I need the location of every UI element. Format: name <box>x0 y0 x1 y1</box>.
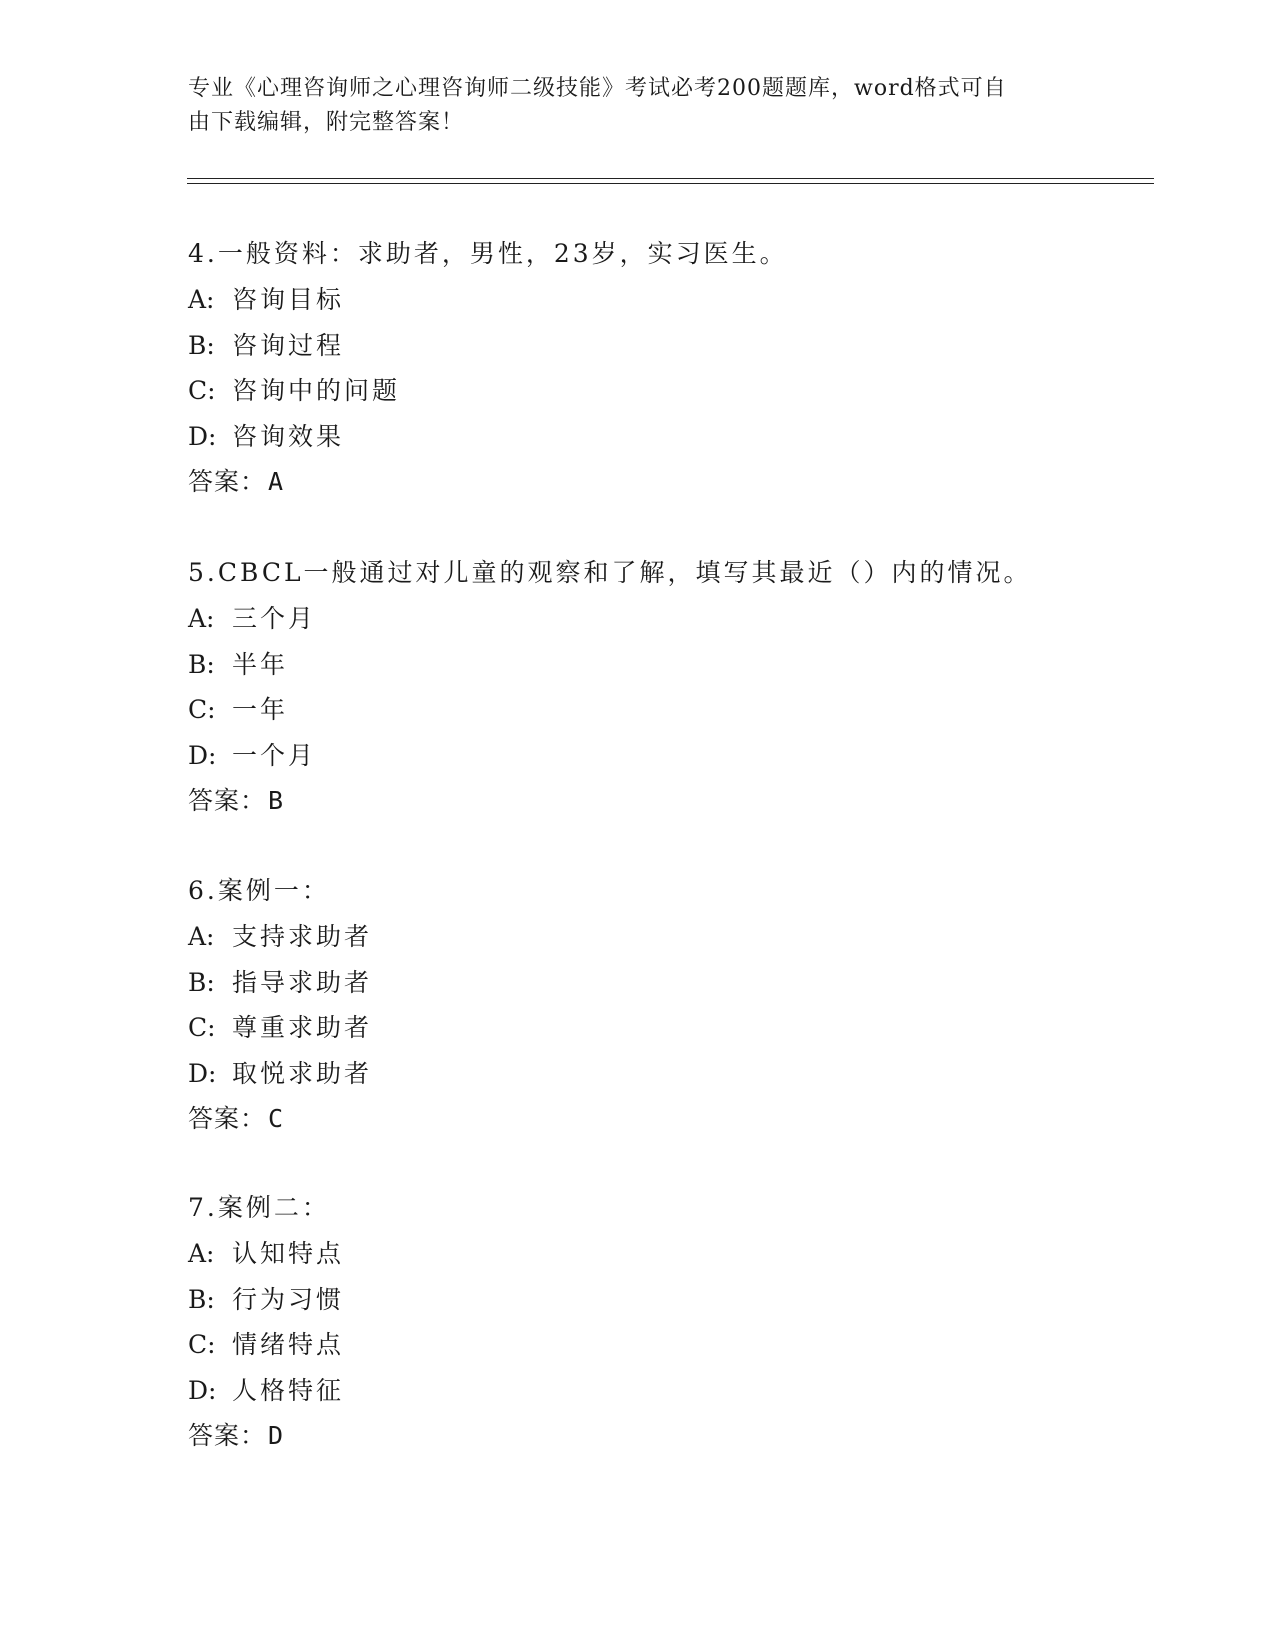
question-title: 4.一般资料：求助者，男性，23岁，实习医生。 <box>188 239 788 268</box>
option-text: 三个月 <box>232 604 317 633</box>
question-block <box>188 231 1148 505</box>
option-key: B: <box>188 967 215 997</box>
option-key: A: <box>188 285 215 314</box>
option-c <box>188 368 1148 414</box>
option-key: C: <box>188 1330 216 1359</box>
option-d <box>188 733 1148 779</box>
answer-value: B <box>268 786 285 815</box>
answer-label: 答案： <box>188 1104 267 1133</box>
question-title: 6.案例一： <box>188 876 330 905</box>
option-text: 一个月 <box>232 740 317 770</box>
option-d <box>188 1051 1148 1097</box>
option-d <box>188 1368 1148 1414</box>
answer-value: A <box>268 467 285 496</box>
question-block <box>188 550 1148 824</box>
option-a <box>188 914 1148 960</box>
header-divider-bottom <box>187 183 1154 184</box>
option-b <box>188 323 1148 369</box>
option-key: D: <box>188 421 217 451</box>
option-text: 咨询中的问题 <box>232 376 401 405</box>
option-c <box>188 1322 1148 1368</box>
answer-value: C <box>268 1104 285 1133</box>
option-a <box>188 277 1148 323</box>
option-text: 咨询过程 <box>232 330 345 360</box>
option-text: 尊重求助者 <box>232 1013 373 1042</box>
option-key: C: <box>188 376 216 405</box>
option-text: 咨询目标 <box>232 285 345 314</box>
document-header <box>188 72 1068 140</box>
option-b <box>188 642 1148 688</box>
question-block <box>188 868 1148 1142</box>
question-title: 5.CBCL一般通过对儿童的观察和了解，填写其最近（）内的情况。 <box>188 558 1032 587</box>
option-key: A: <box>188 922 215 951</box>
option-text: 取悦求助者 <box>232 1058 373 1088</box>
option-key: C: <box>188 695 216 724</box>
answer-label: 答案： <box>188 1421 267 1450</box>
option-key: A: <box>188 604 215 633</box>
header-line-1: 专业《心理咨询师之心理咨询师二级技能》考试必考200题题库，word格式可自 <box>188 76 1007 101</box>
option-text: 指导求助者 <box>232 967 373 997</box>
option-a <box>188 1231 1148 1277</box>
option-text: 一年 <box>232 695 289 724</box>
question-title: 7.案例二： <box>188 1193 330 1222</box>
option-key: D: <box>188 1375 217 1405</box>
option-key: C: <box>188 1013 216 1042</box>
option-b <box>188 960 1148 1006</box>
option-d <box>188 414 1148 460</box>
option-key: D: <box>188 1058 217 1088</box>
option-key: B: <box>188 330 215 360</box>
header-line-2: 由下载编辑，附完整答案！ <box>188 110 465 135</box>
answer-label: 答案： <box>188 467 267 496</box>
answer-line <box>188 459 1148 505</box>
answer-line <box>188 1413 1148 1459</box>
option-key: D: <box>188 740 217 770</box>
answer-line <box>188 778 1148 824</box>
option-b <box>188 1277 1148 1323</box>
option-key: B: <box>188 649 215 679</box>
option-text: 情绪特点 <box>232 1330 345 1359</box>
answer-line <box>188 1096 1148 1142</box>
option-c <box>188 687 1148 733</box>
option-a <box>188 596 1148 642</box>
option-text: 支持求助者 <box>232 922 373 951</box>
option-key: B: <box>188 1284 215 1314</box>
header-divider-top <box>187 178 1154 179</box>
answer-label: 答案： <box>188 786 267 815</box>
option-key: A: <box>188 1239 215 1268</box>
option-text: 人格特征 <box>232 1375 345 1405</box>
option-text: 半年 <box>232 649 289 679</box>
question-block <box>188 1185 1148 1459</box>
option-text: 咨询效果 <box>232 421 345 451</box>
option-text: 行为习惯 <box>232 1284 345 1314</box>
option-c <box>188 1005 1148 1051</box>
answer-value: D <box>268 1421 285 1450</box>
option-text: 认知特点 <box>232 1239 345 1268</box>
